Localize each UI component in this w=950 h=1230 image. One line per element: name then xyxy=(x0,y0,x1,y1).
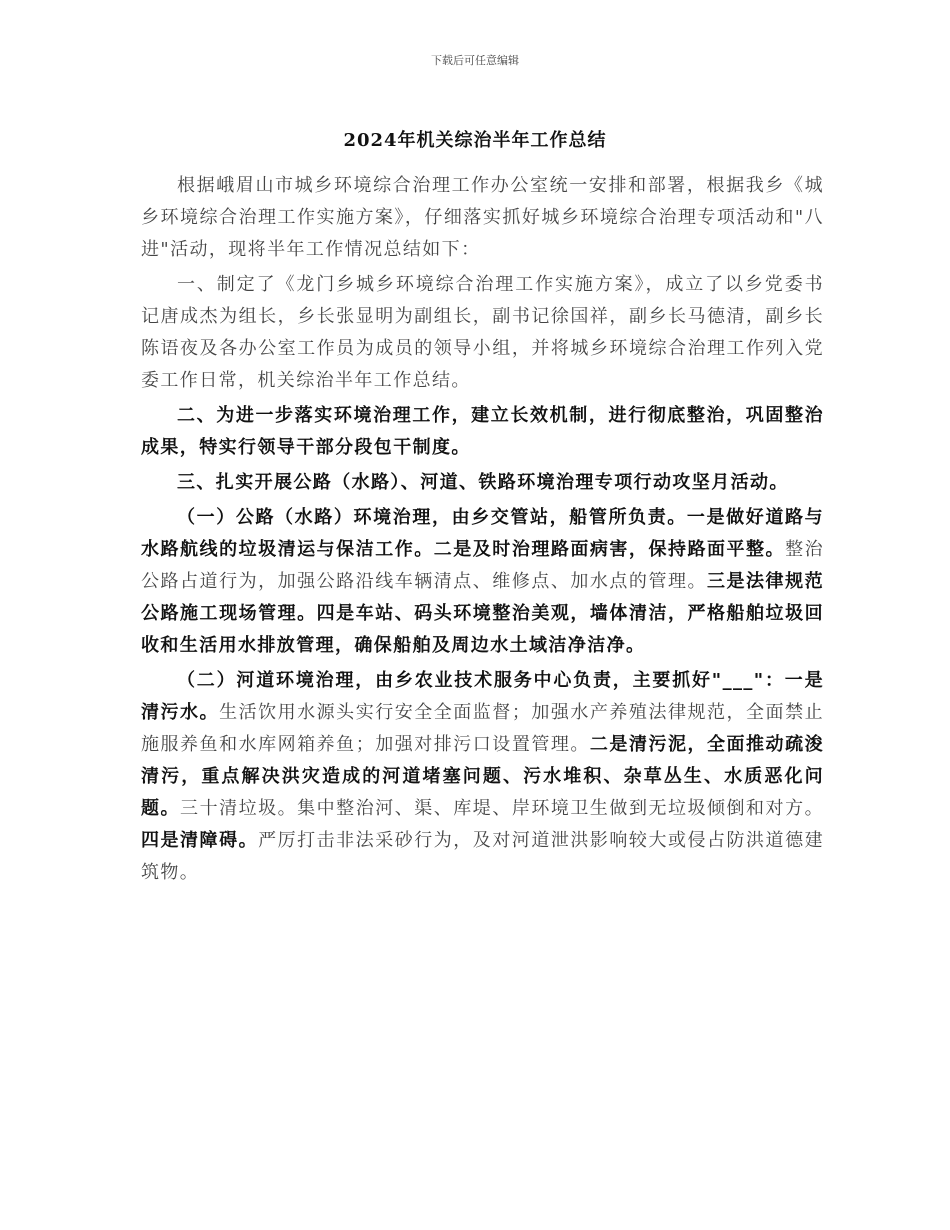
document-title: 2024年机关综治半年工作总结 xyxy=(343,130,607,151)
paragraph-road-governance xyxy=(141,502,824,662)
paragraph-section-1 xyxy=(141,269,824,397)
page-header-note: 下载后可任意编辑 xyxy=(431,54,519,67)
paragraph-text: 一、制定了《龙门乡城乡环境综合治理工作实施方案》，成立了以乡党委书记唐成杰为组长，乡长张显明为副组长，副书记徐国祥，副乡长马德清，副乡长陈语夜及各办公室工作员为成员的领导小组，并将城乡环境综合治理工作列入党委工作日常，机关综治半年工作总结。 xyxy=(141,274,824,391)
document-body xyxy=(141,170,824,889)
paragraph-text-bold: 三是法律规范公路施工现场管理。四是车站、码头环境整治美观，墙体清洁，严格船舶垃圾回收和生活用水排放管理，确保船舶及周边水土域洁净洁净。 xyxy=(141,571,824,656)
paragraph-text: 三十清垃圾。集中整治河、渠、库堤、岸环境卫生做到无垃圾倾倒和对方。 xyxy=(180,798,824,819)
paragraph-section-2 xyxy=(141,400,824,464)
paragraph-text: 严厉打击非法采砂行为，及对河道泄洪影响较大或侵占防洪道德建筑物。 xyxy=(141,830,824,883)
paragraph-river-governance xyxy=(141,665,824,889)
paragraph-text: 三、扎实开展公路（水路）、河道、铁路环境治理专项行动攻坚月活动。 xyxy=(177,472,789,493)
paragraph-text-bold: （二）河道环境治理，由乡农业技术服务中心负责，主要抓好"___"：一是清污水。 xyxy=(141,670,824,723)
paragraph-section-3 xyxy=(141,467,824,499)
paragraph-text: 生活饮用水源头实行安全全面监督；加强水产养殖法律规范，全面禁止施服养鱼和水库网箱养鱼；加强对排污口设置管理。 xyxy=(141,702,824,755)
paragraph-text: 根据峨眉山市城乡环境综合治理工作办公室统一安排和部署，根据我乡《城乡环境综合治理工作实施方案》，仔细落实抓好城乡环境综合治理专项活动和"八进"活动，现将半年工作情况总结如下： xyxy=(141,175,824,260)
paragraph-text-bold: 四是清障碍。 xyxy=(141,830,259,851)
paragraph-text: 二、为进一步落实环境治理工作，建立长效机制，进行彻底整治，巩固整治成果，特实行领导干部分段包干制度。 xyxy=(141,405,824,458)
paragraph-text-bold: （一）公路（水路）环境治理，由乡交管站，船管所负责。一是做好道路与水路航线的垃圾清运与保洁工作。二是及时治理路面病害，保持路面平整。 xyxy=(141,507,824,560)
paragraph-intro xyxy=(141,170,824,266)
paragraph-text-bold: 二是清污泥，全面推动疏浚清污，重点解决洪灾造成的河道堵塞问题、污水堆积、杂草丛生、水质恶化问题。 xyxy=(141,734,824,819)
paragraph-text: 整治公路占道行为，加强公路沿线车辆清点、维修点、加水点的管理。 xyxy=(141,539,824,592)
